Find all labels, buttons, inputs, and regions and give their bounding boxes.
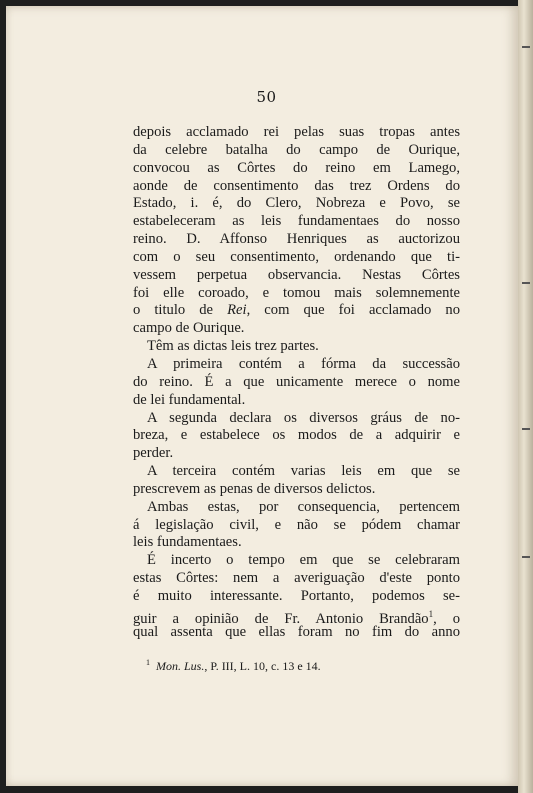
- edge-mark: [522, 282, 530, 284]
- page-fore-edge: [518, 0, 533, 793]
- text-line: [133, 517, 460, 535]
- text-line: [133, 356, 460, 374]
- line-text: á legislação civil, e não se pódem chamar: [133, 516, 460, 533]
- text-line: [133, 374, 460, 392]
- text-line: [133, 588, 460, 606]
- line-text: breza, e estabelece os modos de a adquirir e: [133, 427, 460, 444]
- edge-mark: [522, 556, 530, 558]
- line-text: qual assenta que ellas foram no fim do anno: [133, 623, 460, 640]
- line-text: É incerto o tempo em que se celebraram: [147, 552, 460, 569]
- line-text: , com que foi acclamado no: [246, 302, 460, 319]
- text-line: [133, 142, 460, 160]
- line-text: convocou as Côrtes do reino em Lamego,: [133, 159, 460, 176]
- line-text: estas Côrtes: nem a averiguação d'este ponto: [133, 570, 460, 587]
- text-line: [133, 285, 460, 303]
- text-line: [133, 338, 460, 356]
- line-text: A segunda declara os diversos gráus de no-: [147, 409, 460, 426]
- text-line: [133, 267, 460, 285]
- line-text: A terceira contém varias leis em que se: [147, 463, 460, 480]
- text-line: [133, 302, 460, 320]
- text-line: [133, 231, 460, 249]
- line-text: depois acclamado rei pelas suas tropas antes: [133, 124, 460, 140]
- text-line: [133, 552, 460, 570]
- footnote: [146, 658, 321, 674]
- text-line: [133, 463, 460, 481]
- line-text: campo de Ourique.: [133, 320, 245, 337]
- page-number: 50: [256, 88, 277, 106]
- text-line: [133, 392, 460, 410]
- edge-mark: [522, 428, 530, 430]
- line-text: , o: [433, 610, 460, 627]
- text-line: [133, 320, 460, 338]
- line-text: A primeira contém a fórma da successão: [147, 355, 460, 372]
- text-line: [133, 410, 460, 428]
- text-line: [133, 195, 460, 213]
- text-line: [133, 606, 460, 627]
- text-line: [133, 427, 460, 445]
- text-line: [133, 534, 460, 552]
- footnote-mark: 1: [146, 658, 150, 667]
- emphasized-word: Rei: [227, 302, 247, 319]
- text-line: [133, 624, 460, 642]
- edge-mark: [522, 46, 530, 48]
- line-text: o titulo de: [133, 302, 228, 319]
- text-line: [133, 213, 460, 231]
- text-line: [133, 178, 460, 196]
- footnote-reference: , P. III, L. 10, c. 13 e 14.: [204, 659, 321, 673]
- line-text: da celebre batalha do campo de Ourique,: [133, 141, 460, 158]
- text-line: [133, 481, 460, 499]
- line-text: aonde de consentimento das trez Ordens do: [133, 177, 460, 194]
- text-line: [133, 499, 460, 517]
- line-text: estabeleceram as leis fundamentaes do nosso: [133, 213, 460, 230]
- line-text: é muito interessante. Portanto, podemos se-: [133, 587, 460, 604]
- text-line: [133, 249, 460, 267]
- line-text: perder.: [133, 445, 174, 462]
- line-text: vessem perpetua observancia. Nestas Côrtes: [133, 266, 460, 283]
- line-text: com o seu consentimento, ordenando que ti-: [133, 248, 460, 265]
- footnote-reference-mark: 1: [428, 608, 434, 619]
- line-text: reino. D. Affonso Henriques as auctorizou: [133, 231, 460, 248]
- text-line: [133, 124, 460, 142]
- line-text: foi elle coroado, e tomou mais solemnemente: [133, 284, 460, 301]
- line-text: guir a opinião de Fr. Antonio Brandão: [133, 610, 429, 627]
- line-text: leis fundamentaes.: [133, 534, 242, 551]
- text-line: [133, 570, 460, 588]
- line-text: Ambas estas, por consequencia, pertencem: [147, 498, 460, 515]
- line-text: Estado, i. é, do Clero, Nobreza e Povo, se: [133, 195, 460, 212]
- text-line: [133, 445, 460, 463]
- line-text: de lei fundamental.: [133, 391, 246, 408]
- body-text: [133, 124, 460, 641]
- text-line: [133, 160, 460, 178]
- footnote-source: Mon. Lus.: [156, 659, 205, 673]
- line-text: Têm as dictas leis trez partes.: [147, 338, 319, 355]
- line-text: prescrevem as penas de diversos delictos.: [133, 480, 376, 497]
- line-text: do reino. É a que unicamente merece o nome: [133, 373, 460, 390]
